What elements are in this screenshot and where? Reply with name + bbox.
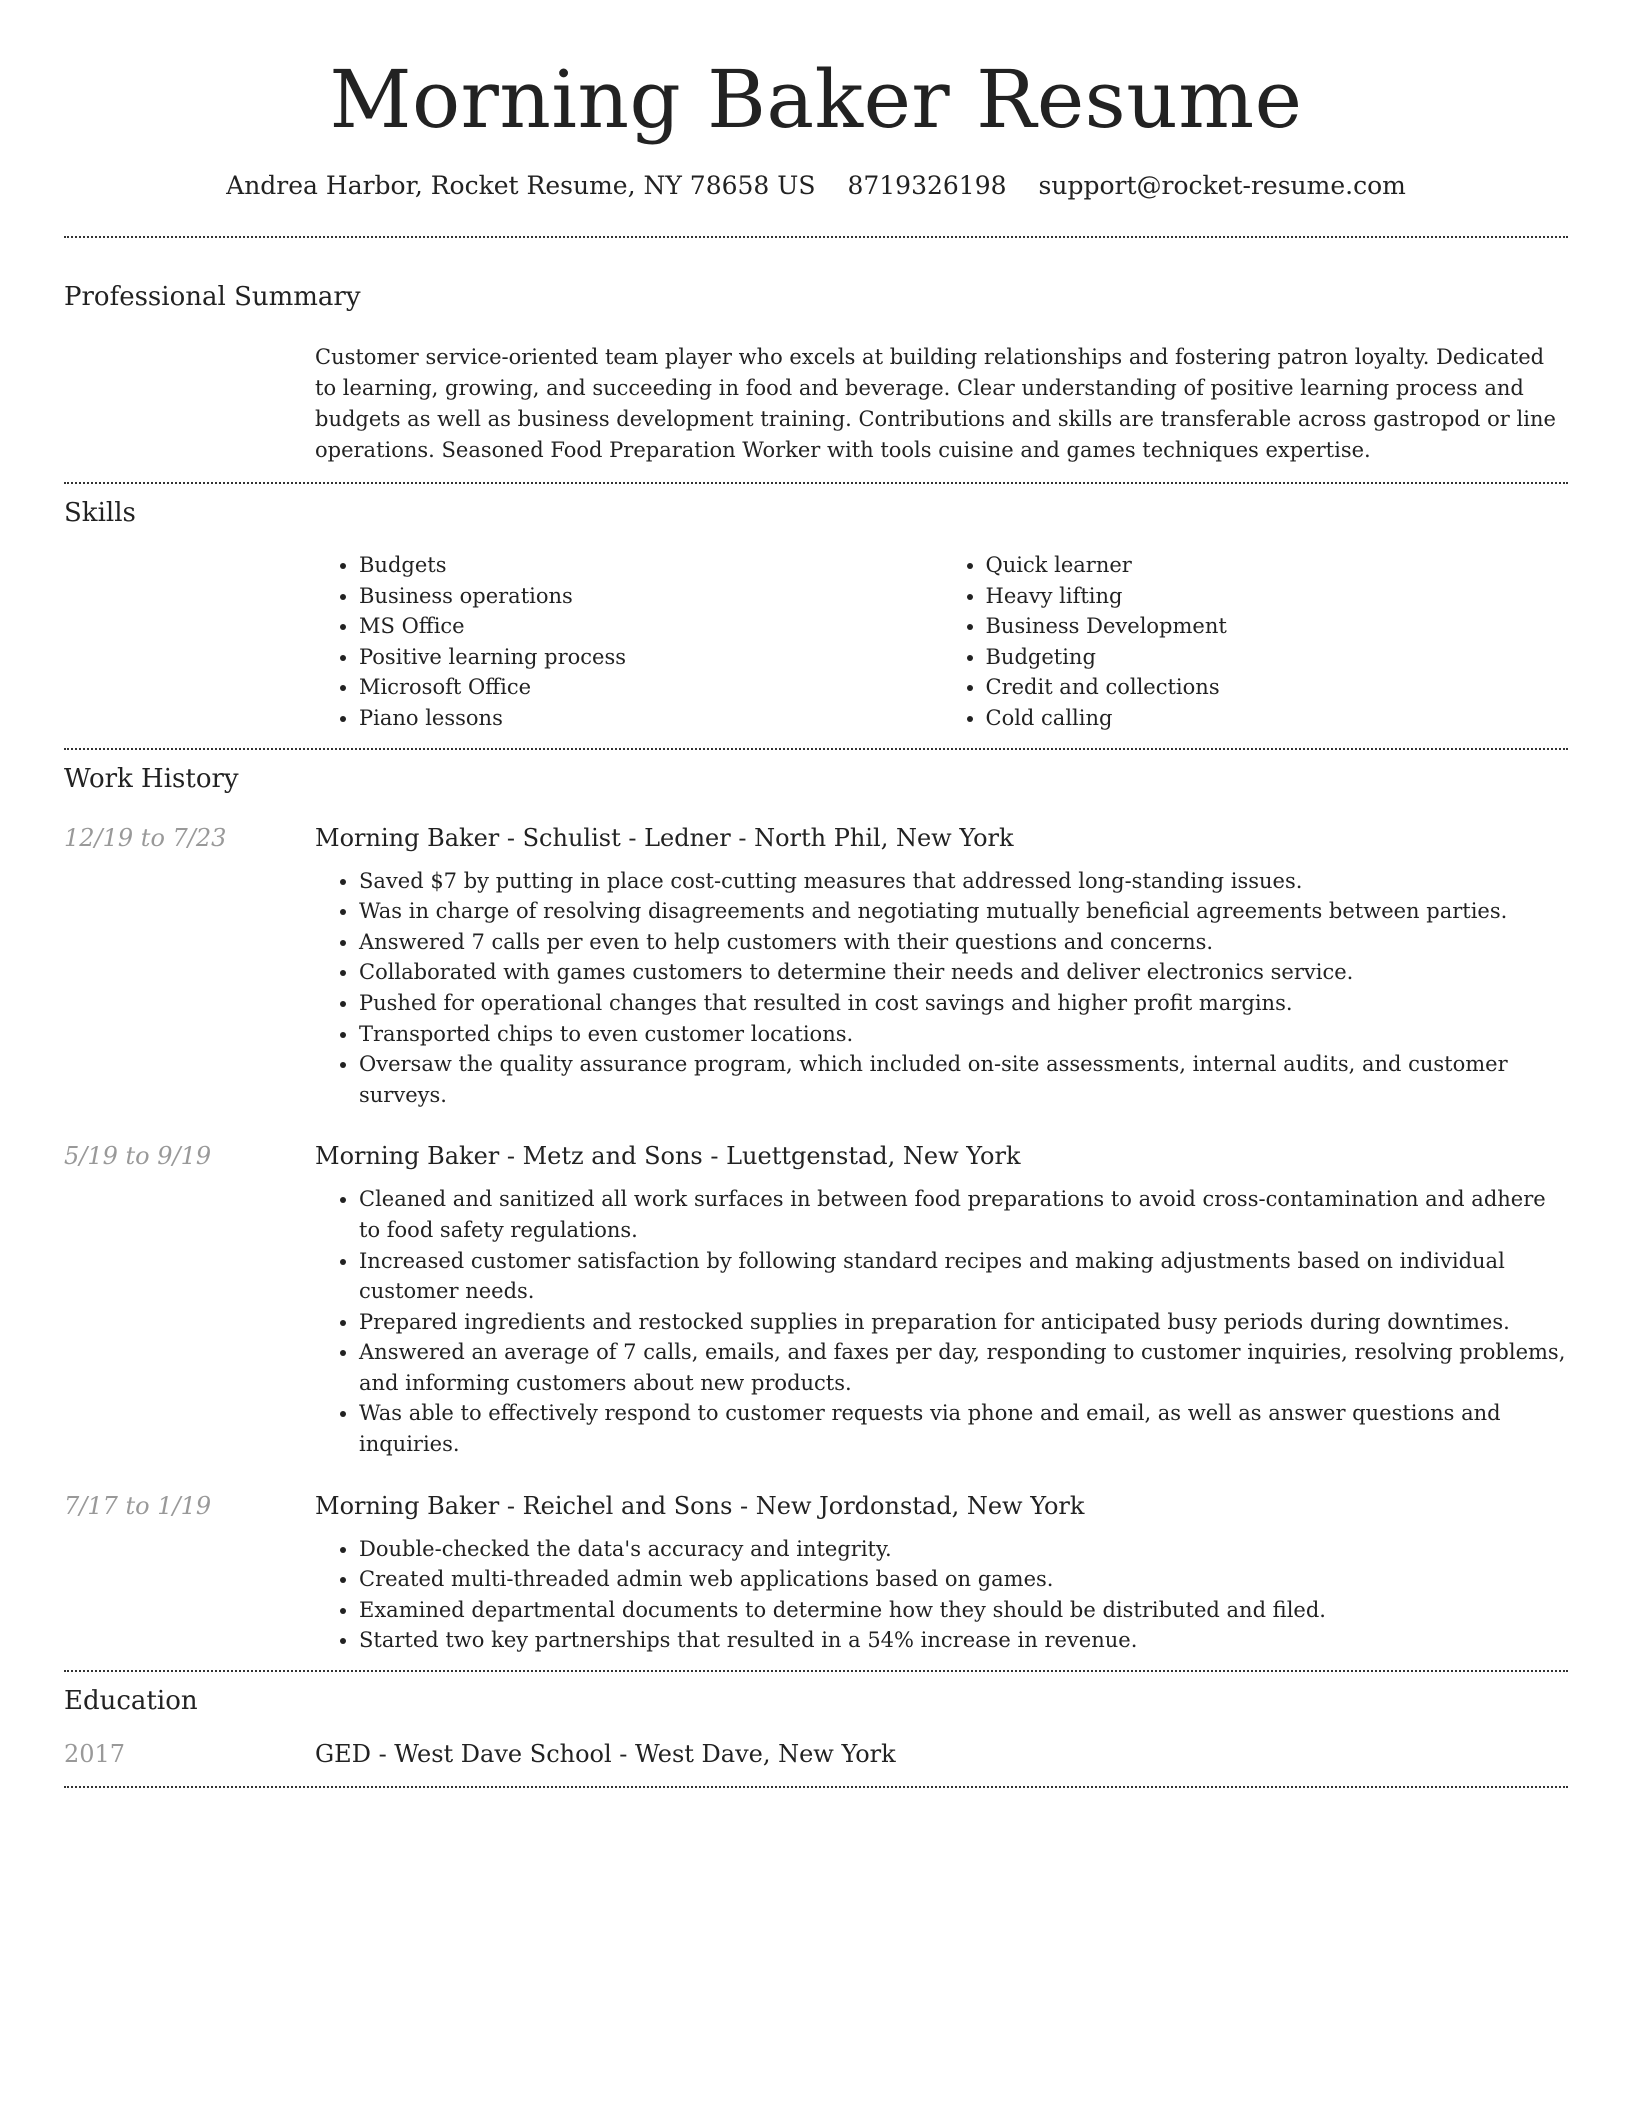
job-bullet: • Increased customer satisfaction by following standard recipes and making adjustments based on individual customer needs. [359, 1246, 1568, 1307]
divider [64, 482, 1568, 484]
skill-item: • Budgeting [986, 642, 1569, 673]
education-entry [64, 1738, 1568, 1786]
skills-column-left [315, 550, 942, 734]
skill-item: • Budgets [359, 550, 942, 581]
contact-email: support@rocket-resume.com [1038, 171, 1406, 200]
job-bullets [315, 1534, 1568, 1656]
divider [64, 1786, 1568, 1788]
skill-item: • MS Office [359, 611, 942, 642]
skill-item: • Cold calling [986, 703, 1569, 734]
job-header [64, 1140, 1568, 1172]
job-bullet: • Was able to effectively respond to customer requests via phone and email, as well as answer questions and inquiries. [359, 1398, 1568, 1459]
job-bullet: • Cleaned and sanitized all work surfaces in between food preparations to avoid cross-contamination and adhere to food safety regulations. [359, 1184, 1568, 1245]
work-history-heading: Work History [64, 763, 239, 794]
contact-address: Andrea Harbor, Rocket Resume, NY 78658 US [226, 171, 816, 200]
job-dates: 7/17 to 1/19 [64, 1491, 212, 1520]
resume-title: Morning Baker Resume [329, 53, 1303, 146]
job-bullets [315, 1184, 1568, 1459]
job-title: Morning Baker - Schulist - Ledner - North Phil, New York [315, 823, 1014, 852]
education-heading: Education [64, 1686, 198, 1717]
skill-item: • Microsoft Office [359, 672, 942, 703]
job-title: Morning Baker - Metz and Sons - Luettgenstad, New York [315, 1142, 1021, 1171]
job-bullet: • Oversaw the quality assurance program, which included on-site assessments, internal audits, and customer surveys. [359, 1049, 1568, 1110]
job-bullet: • Prepared ingredients and restocked supplies in preparation for anticipated busy periods during downtimes. [359, 1307, 1568, 1338]
job-header [64, 1490, 1568, 1522]
job-entry [64, 1490, 1568, 1656]
skill-item: • Piano lessons [359, 703, 942, 734]
summary-text: Customer service-oriented team player who excels at building relationships and fostering patron loyalty. Dedicated to learning, growing, and succeeding in food and beverage. Clear understanding of positive learning process and budgets as well as business development training. Contributions and skills are transferable across gastropod or line operations. Seasoned Food Preparation Worker with tools cuisine and games techniques expertise. [315, 345, 1556, 462]
skill-item: • Business operations [359, 581, 942, 612]
job-bullet: • Started two key partnerships that resulted in a 54% increase in revenue. [359, 1625, 1568, 1656]
divider [64, 748, 1568, 750]
skill-item: • Credit and collections [986, 672, 1569, 703]
contact-phone: 8719326198 [847, 171, 1007, 200]
divider [64, 236, 1568, 238]
job-dates: 5/19 to 9/19 [64, 1142, 212, 1171]
job-bullet: • Double-checked the data's accuracy and integrity. [359, 1534, 1568, 1565]
job-header [64, 822, 1568, 854]
education-detail: GED - West Dave School - West Dave, New York [315, 1740, 896, 1769]
job-bullets [315, 866, 1568, 1111]
job-entry [64, 1140, 1568, 1459]
job-bullet: • Transported chips to even customer locations. [359, 1019, 1568, 1050]
job-bullet: • Examined departmental documents to determine how they should be distributed and filed. [359, 1595, 1568, 1626]
job-entry [64, 822, 1568, 1111]
job-title: Morning Baker - Reichel and Sons - New Jordonstad, New York [315, 1491, 1085, 1520]
contact-line [64, 170, 1568, 202]
skills-heading: Skills [64, 498, 136, 528]
skill-item: • Positive learning process [359, 642, 942, 673]
job-bullet: • Saved $7 by putting in place cost-cutting measures that addressed long-standing issues. [359, 866, 1568, 897]
job-bullet: • Pushed for operational changes that resulted in cost savings and higher profit margins. [359, 988, 1568, 1019]
divider [64, 1670, 1568, 1672]
summary-heading: Professional Summary [64, 282, 361, 312]
education-year: 2017 [64, 1740, 126, 1769]
skills-column-right [942, 550, 1569, 734]
skill-item: • Business Development [986, 611, 1569, 642]
skill-item: • Heavy lifting [986, 581, 1569, 612]
job-dates: 12/19 to 7/23 [64, 823, 227, 852]
skills-list [315, 530, 1568, 748]
job-bullet: • Created multi-threaded admin web applications based on games. [359, 1564, 1568, 1595]
job-bullet: • Collaborated with games customers to determine their needs and deliver electronics service. [359, 957, 1568, 988]
skill-item: • Quick learner [986, 550, 1569, 581]
job-bullet: • Was in charge of resolving disagreements and negotiating mutually beneficial agreements between parties. [359, 896, 1568, 927]
job-bullet: • Answered 7 calls per even to help customers with their questions and concerns. [359, 927, 1568, 958]
job-bullet: • Answered an average of 7 calls, emails, and faxes per day, responding to customer inquiries, resolving problems, and informing customers about new products. [359, 1337, 1568, 1398]
